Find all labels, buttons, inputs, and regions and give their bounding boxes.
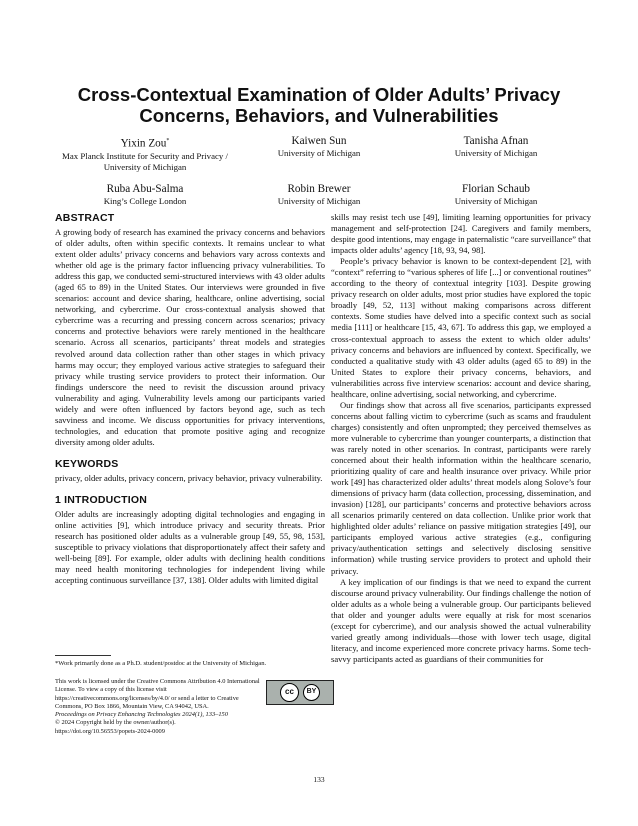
intro-paragraph: skills may resist tech use [49], limiting learning opportunities for privacy management and self-protection [24]. Caregivers and family members, despite good intentions, may engage in paternalistic “care surveillance” that impacts older adults’ agency [18, 93, 94, 98]. (331, 212, 591, 256)
introduction-heading: 1 INTRODUCTION (55, 493, 148, 506)
right-column (331, 212, 591, 665)
license-block (55, 678, 325, 736)
author-block (410, 134, 582, 159)
author-block (410, 182, 582, 207)
author-name: Yixin Zou* (120, 137, 170, 150)
intro-paragraph: People’s privacy behavior is known to be context-dependent [2], with “context” referring to “various spheres of life [...] or conventional routines” according to the theory of contextual integrity [103]. Despite growing privacy research on older adults, most prior studies have explored the topic broadly [49, 52, 113] without making comparisons across different contexts. Some studies have delved into a specific context such as social media [111] or healthcare [15, 43, 67]. To address this gap, we employed a cross-contextual approach to assess the extent to which older adults’ privacy concerns and behaviors are influenced by context. Specifically, we conducted a qualitative study with 43 older adults (aged 65 to 89) in the United States to explore their privacy concerns, behaviors, and vulnerabilities across five interview scenarios: account and device sharing, healthcare, online advertising, social networking, and cybercrime. (331, 256, 591, 399)
author-name: Ruba Abu-Salma (106, 183, 184, 195)
page-number: 133 (313, 775, 325, 784)
attribution-icon: BY (303, 684, 320, 701)
introduction-paragraph: Older adults are increasingly adopting digital technologies and engaging in online activities [9], which introduce privacy and security threats. Prior research has positioned older adults as a vulnerable group [49, 55, 98, 153], susceptible to privacy violations that disproportionately affect their safety and well-being [89]. For example, older adults with declining health conditions may need health monitoring technologies for independent living while accepting continuous surveillance [37, 138]. Older adults with limited digital (55, 508, 325, 586)
author-name: Robin Brewer (287, 183, 351, 195)
author-name: Kaiwen Sun (291, 135, 347, 147)
author-name: Tanisha Afnan (463, 135, 529, 147)
intro-paragraph: Our findings show that across all five scenarios, participants expressed concerns about falling victim to cybercrime (such as scams and fraudulent charges) consistently and often unprompted; they perceived themselves as more vulnerable to cybercrime than younger counterparts, a distinction that was rarely noted in other scenarios. In contrast, participants were rarely concerned about their health information within the healthcare scenario, prioritizing quality of care and health insurance over privacy. While prior work [49] has characterized older adults’ threat models along Solove’s four dimensions of privacy harm (data collection, processing, dissemination, and invasion) [128], our participants’ concerns and protective behaviors across all scenarios primarily centered on data collection. Unlike prior work that highlighted older adults’ reliance on passive mitigation strategies [49], our participants employed various active strategies (e.g., configuring privacy/authentication settings and selectively disclosing sensitive information) while trusting service providers to protect and uphold their privacy. (331, 399, 591, 576)
doi-link[interactable]: https://doi.org/10.56553/popets-2024-0009 (55, 727, 165, 735)
copyright-line: © 2024 Copyright held by the owner/author(s). (55, 719, 176, 727)
author-affiliation: University of Michigan (277, 148, 361, 158)
cc-by-license-badge[interactable] (266, 680, 334, 705)
creative-commons-icon: cc (280, 683, 299, 702)
abstract-text: A growing body of research has examined the privacy concerns and behaviors of older adults, often within specific contexts. It remains unclear to what extent older adults’ privacy concerns and behaviors vary across contexts and whether old age is the primary factor influencing privacy vulnerabilities. To address this gap, we conducted semi-structured interviews with 43 older adults (aged 65 to 89) in the United States. Our interviews were grounded in five scenarios: account and device sharing, healthcare, online advertising, social networking, and cybercrime. Our cross-contextual analysis showed that cybercrime was a recurring and pressing concern across scenarios; privacy concerns and protective behaviors were rarely mentioned in the healthcare scenario. Across all scenarios, participants’ threat models and strategies revolved around data collection rather than other stages in which privacy harms may occur; they employed various active strategies to safeguard their privacy while trusting service providers to protect their information. Our findings underscore the need to revisit the discussion around privacy vulnerability and aging. Vulnerability levels among our participants varied widely and were often influenced by factors beyond age, such as tech savviness and income. We discuss opportunities for privacy interventions, technologies, and education that promote positive aging and recognize diversity among older adults. (55, 227, 325, 447)
paper-title: Cross-Contextual Examination of Older Adults’ Privacy Concerns, Behaviors, and Vulnerabilities (77, 84, 561, 126)
author-affiliation: Max Planck Institute for Security and Privacy / University of Michigan (62, 150, 228, 172)
author-name: Florian Schaub (461, 183, 531, 195)
proceedings-line: Proceedings on Privacy Enhancing Technologies 2024(1), 133–150 (55, 711, 228, 719)
author-block (55, 134, 235, 173)
author-affiliation: King’s College London (103, 196, 187, 206)
keywords-text: privacy, older adults, privacy concern, privacy behavior, privacy vulnerability. (55, 472, 323, 483)
author-block (55, 182, 235, 207)
footnote: *Work primarily done as a Ph.D. student/postdoc at the University of Michigan. (55, 660, 267, 667)
author-affiliation: University of Michigan (277, 196, 361, 206)
author-affiliation: University of Michigan (454, 148, 538, 158)
abstract-heading: ABSTRACT (55, 212, 115, 224)
author-block (240, 182, 398, 207)
keywords-heading: KEYWORDS (55, 457, 119, 470)
author-block (240, 134, 398, 159)
author-affiliation: University of Michigan (454, 196, 538, 206)
left-column (55, 212, 325, 586)
footnote-divider (55, 655, 111, 656)
intro-paragraph: A key implication of our findings is that we need to expand the current discourse around privacy vulnerability. Our findings challenge the notion of older adults as a whole being a vulnerable group. Our participants believed that older and younger adults were equally at risk for most scenarios (except for cybercrime), and our analysis showed the actual vulnerability varied greatly among individuals—those with lower tech usage, digital literacy, and income experienced more concrete privacy harms. Some tech-savvy participants acted as guardians of their communities for (331, 576, 591, 664)
license-text: This work is licensed under the Creative Commons Attribution 4.0 International License. To view a copy of this license visit https://creativecommons.org/licenses/by/4.0/ or send a letter to Creative Commons, PO Box 1866, Mountain View, CA 94042, USA. (55, 678, 260, 710)
